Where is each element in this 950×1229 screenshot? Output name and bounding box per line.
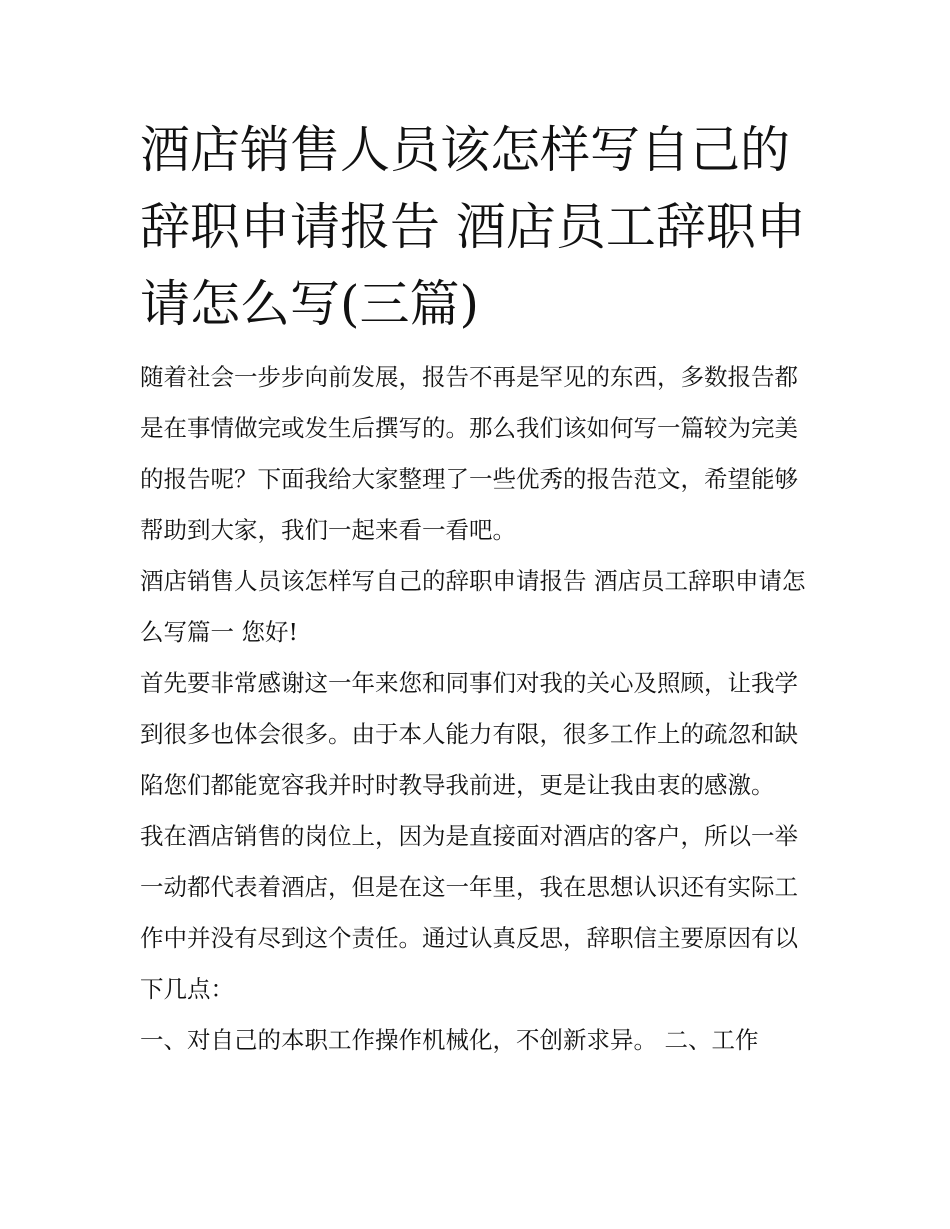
paragraph-thanks: 首先要非常感谢这一年来您和同事们对我的关心及照顾，让我学到很多也体会很多。由于本人能力有限，很多工作上的疏忽和缺陷您们都能宽容我并时时教导我前进，更是让我由衷的感激。 bbox=[140, 669, 798, 799]
paragraph-heading-part-one: 酒店销售人员该怎样写自己的辞职申请报告 酒店员工辞职申请怎么写篇一 您好! bbox=[140, 567, 806, 646]
paragraph-reasons: 我在酒店销售的岗位上，因为是直接面对酒店的客户，所以一举一动都代表着酒店，但是在这一年里，我在思想认识还有实际工作中并没有尽到这个责任。通过认真反思，辞职信主要原因有以下几点： bbox=[140, 822, 798, 1003]
document-body bbox=[140, 352, 820, 1066]
paragraph-reason-list: 一、对自己的本职工作操作机械化，不创新求异。 二、工作 bbox=[140, 1026, 759, 1054]
document-title: 酒店销售人员该怎样写自己的辞职申请报告 酒店员工辞职申请怎么写(三篇) bbox=[140, 121, 806, 333]
paragraph-intro: 随着社会一步步向前发展，报告不再是罕见的东西，多数报告都是在事情做完或发生后撰写的。那么我们该如何写一篇较为完美的报告呢？下面我给大家整理了一些优秀的报告范文，希望能够帮助到大家，我们一起来看一看吧。 bbox=[140, 363, 798, 544]
